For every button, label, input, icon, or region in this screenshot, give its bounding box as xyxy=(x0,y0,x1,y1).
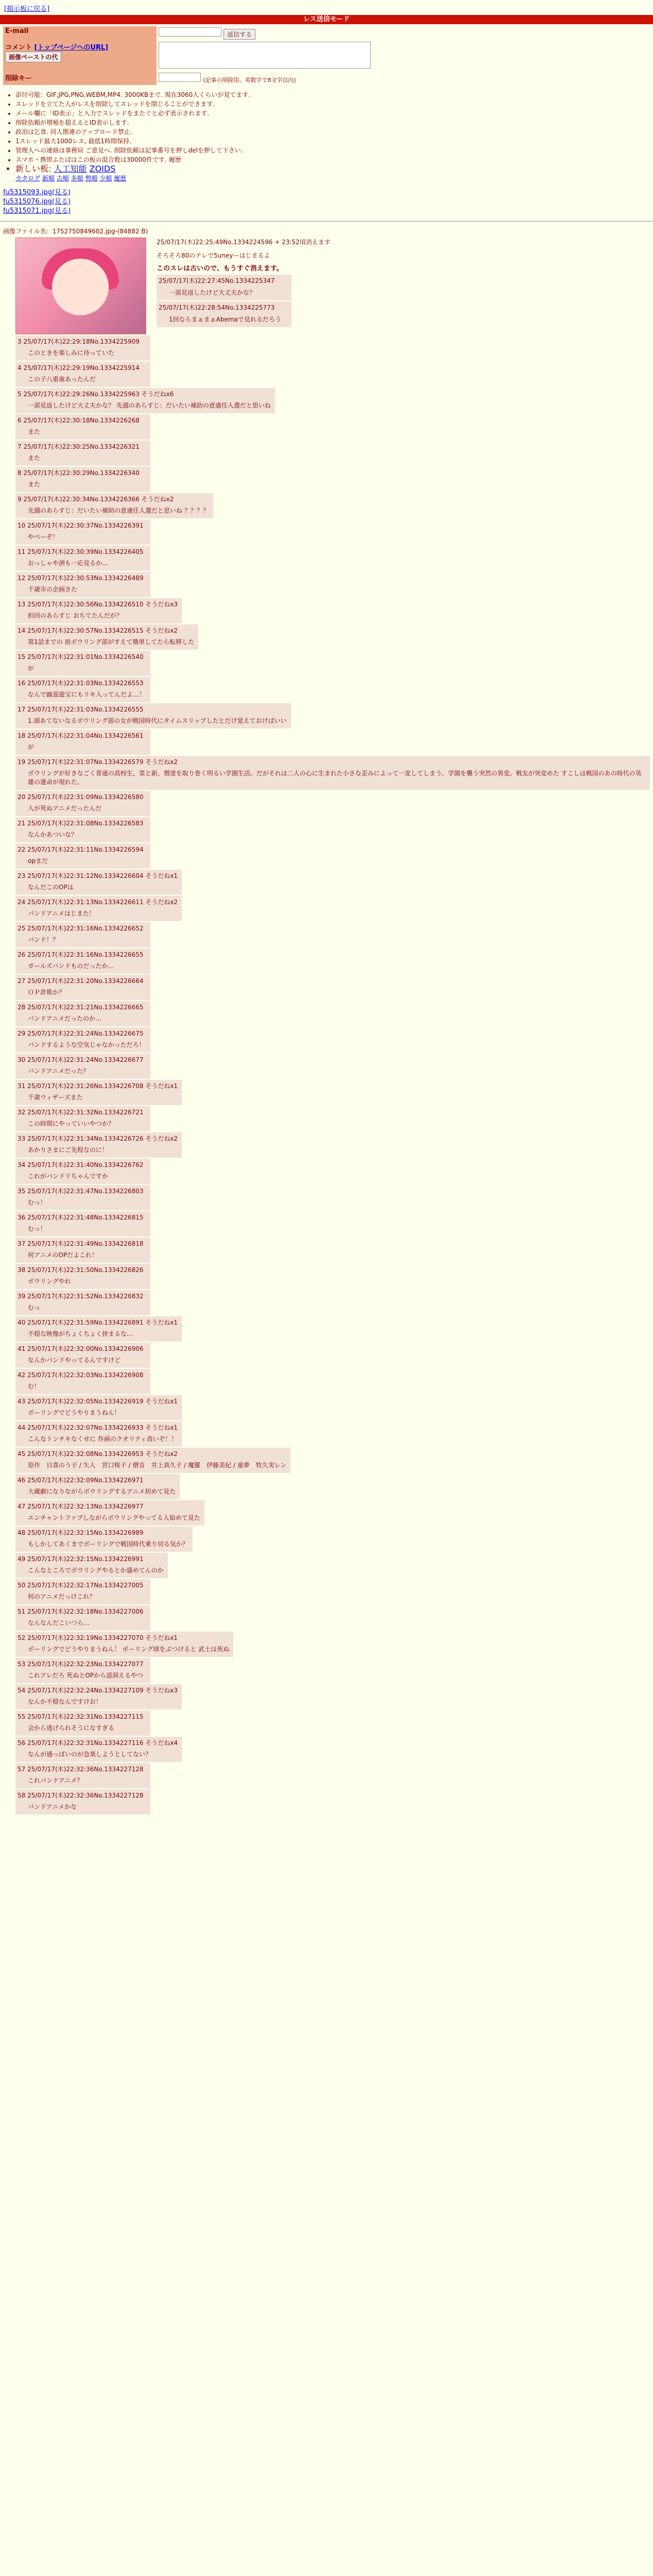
reply-row xyxy=(3,1420,650,1447)
reply-row xyxy=(3,755,650,790)
reply-body: 担回のあらすじ おちてたんだが？ xyxy=(28,612,123,619)
reply-body: やべーぞ！ xyxy=(28,533,59,540)
sort-old-link[interactable]: 古順 xyxy=(56,175,69,182)
anime-face-shape xyxy=(52,259,109,315)
reply-post xyxy=(15,414,150,439)
reply-row xyxy=(3,1000,650,1026)
submit-button[interactable]: 返信する xyxy=(224,29,255,40)
reply-header[interactable]: 53 25/07/17(木)22:32:23No.1334227077 xyxy=(18,1660,144,1668)
back-link[interactable]: [掲示板に戻る] xyxy=(4,5,50,13)
reply-body: ガールズバンドものだったか… xyxy=(28,962,114,970)
reply-row xyxy=(3,1526,650,1552)
reply-post xyxy=(15,1553,168,1578)
reply-row xyxy=(3,650,650,676)
reply-row xyxy=(3,790,650,816)
reply-row xyxy=(3,702,650,728)
reply-body: なんだこのOPは xyxy=(28,884,74,891)
email-label: E-mail xyxy=(3,26,157,41)
reply-header[interactable]: 16 25/07/17(木)22:31:03No.1334226553 xyxy=(18,680,144,687)
reply-post xyxy=(15,1343,150,1368)
reply-body: 1.頭あてないなるボウリング部の女が戦国時代にタイムスリップしたとだけ覚えておけばいい xyxy=(28,717,287,724)
delkey-label: 削除キー xyxy=(3,72,157,85)
reply-row xyxy=(3,1184,650,1210)
rule-item: • 政治は乞食. 同人関連のアップロード禁止. xyxy=(15,127,653,137)
reply-body: 大蔵劇になりながらボウリングするアニメ初めて見た xyxy=(28,1488,176,1495)
reply-post xyxy=(15,1658,150,1683)
reply-row xyxy=(3,842,650,869)
reply-body: バンドアニメかな xyxy=(28,1803,77,1810)
rules-list xyxy=(15,90,653,183)
reply-post xyxy=(15,335,150,361)
reply-body: こんなトンチキなくせに 作画のクオリティ高いぞ！！ xyxy=(28,1435,178,1443)
reply-body: また xyxy=(28,481,41,488)
reply-post xyxy=(15,1290,150,1315)
reply-header[interactable]: 21 25/07/17(木)22:31:08No.1334226583 xyxy=(18,820,144,827)
reply-post xyxy=(15,519,150,545)
reply-post xyxy=(15,1054,150,1079)
reply-header[interactable]: 42 25/07/17(木)22:32:03No.1334226908 xyxy=(18,1371,144,1379)
reply-row xyxy=(3,571,650,597)
reply-post xyxy=(15,975,150,1000)
board-link-ai[interactable]: 人工知能 xyxy=(54,164,87,174)
reply-row xyxy=(3,413,650,439)
reply-header[interactable]: 35 25/07/17(木)22:31:47No.1334226803 xyxy=(18,1188,144,1195)
reply-body: む！ xyxy=(28,1383,41,1390)
reply-header[interactable]: 23 25/07/17(木)22:31:12No.1334226604 そうだねx1 xyxy=(18,872,178,879)
reply-row xyxy=(3,1263,650,1289)
reply-post xyxy=(15,703,291,728)
reply-row xyxy=(3,1131,650,1158)
reply-post xyxy=(15,1132,182,1158)
reply-header[interactable]: 18 25/07/17(木)22:31:04No.1334226561 xyxy=(18,732,144,739)
reply-row xyxy=(3,974,650,1000)
rule-item: • 1スレッド最大1000レス, 最低1時間保持. xyxy=(15,137,653,146)
reply-header[interactable]: 26 25/07/17(木)22:31:16No.1334226655 xyxy=(18,951,144,958)
reply-post xyxy=(15,948,150,974)
op-quote-reply xyxy=(157,301,291,327)
reply-body: 先週のあらすじ：だいたい補助の意適任人選だと思いね ？？？？ xyxy=(28,507,209,514)
reply-header[interactable]: 25/07/17(木)22:27:45No.1334225347 xyxy=(159,277,275,284)
rule-item: • スマホ・携帯ふたばはこの板の混合数は30000件です. 履歴 xyxy=(15,155,653,164)
rule-item: • 管理人への連絡は事務局 ご意見へ. 削除依頼は記事番号を押しdelを押して下さい. xyxy=(15,146,653,155)
reply-post xyxy=(15,870,182,895)
reply-row xyxy=(3,1736,650,1762)
reply-row xyxy=(3,1552,650,1578)
reply-header[interactable]: 58 25/07/17(木)22:32:36No.1334227128 xyxy=(18,1792,144,1799)
reply-row xyxy=(3,597,650,623)
reply-header[interactable]: 37 25/07/17(木)22:31:49No.1334226818 xyxy=(18,1240,144,1247)
op-image[interactable] xyxy=(15,238,146,334)
reply-row xyxy=(3,623,650,650)
reply-header[interactable]: 57 25/07/17(木)22:32:36No.1334227128 xyxy=(18,1766,144,1773)
reply-row xyxy=(3,1026,650,1053)
reply-header[interactable]: 28 25/07/17(木)22:31:21No.1334226665 xyxy=(18,1004,144,1011)
reply-post xyxy=(15,1238,150,1263)
reply-post xyxy=(15,1448,290,1473)
op-header: 25/07/17(木)22:25:49No.1334224596 + 23:52頃消えます xyxy=(157,239,331,246)
op-file-name[interactable]: 画像ファイル名：1752750849602.jpg-(84882 B) xyxy=(3,228,148,235)
op-line: そろそろ80のテレで5uneyーはじまるよ xyxy=(157,252,270,259)
reply-row xyxy=(3,545,650,571)
reply-body: もしかしてあくまでボーリングで戦国時代乗り切る気か？ xyxy=(28,1540,188,1548)
reply-row xyxy=(3,518,650,545)
reply-body: 一部見返したけど大丈夫かな？ xyxy=(169,289,256,296)
reply-row xyxy=(3,816,650,842)
op-expire-notice: このスレは古いので、もうすぐ消えます。 xyxy=(157,265,283,273)
comment-textarea[interactable] xyxy=(159,42,371,69)
reply-post xyxy=(15,1159,150,1184)
reply-post xyxy=(15,1605,150,1631)
reply-body: ボウリングが好きなごく普通の高校生、菜と新。僧達を取り巻く明るい学園生活。だがそれは二人の心に生まれた小さな歪みによって一変してしまう。学園を襲う突然の異変。戦友が突変めた すこしは戦国のあの時代の英雄の運命が現れた。 xyxy=(28,770,642,786)
reply-post xyxy=(15,1001,150,1026)
reply-header[interactable]: 54 25/07/17(木)22:32:24No.1334227109 そうだねx3 xyxy=(18,1687,178,1694)
reply-row xyxy=(3,869,650,895)
related-file-link[interactable]: fu5315076.jpg(見る) xyxy=(3,198,71,206)
new-boards-prefix: 新しい板: xyxy=(15,164,51,174)
reply-list xyxy=(3,334,650,1815)
reply-header[interactable]: 14 25/07/17(木)22:30:57No.1334226515 そうだねx2 xyxy=(18,627,178,634)
reply-body: この時間にやっていいやつか？ xyxy=(28,1120,115,1127)
reply-header[interactable]: 45 25/07/17(木)22:32:08No.1334226953 そうだねx2 xyxy=(18,1450,178,1458)
sort-momentum-link[interactable]: 勢順 xyxy=(85,175,98,182)
reply-body: 会から逃げられそうになすぎる xyxy=(28,1724,115,1732)
reply-row xyxy=(3,1578,650,1604)
reply-header[interactable]: 5 25/07/17(木)22:29:26No.1334225963 そうだねx6 xyxy=(18,391,174,398)
reply-header[interactable]: 9 25/07/17(木)22:30:34No.1334226366 そうだねx2 xyxy=(18,496,174,503)
sort-few-link[interactable]: 少順 xyxy=(99,175,112,182)
reply-post xyxy=(15,1527,193,1552)
reply-body: が xyxy=(28,665,35,672)
reply-header[interactable]: 38 25/07/17(木)22:31:50No.1334226826 xyxy=(18,1266,144,1274)
reply-body: これバンドアニメ？ xyxy=(28,1777,83,1784)
reply-header[interactable]: 36 25/07/17(木)22:31:48No.1334226815 xyxy=(18,1214,144,1221)
reply-header[interactable]: 51 25/07/17(木)22:32:18No.1334227006 xyxy=(18,1608,144,1615)
reply-row xyxy=(3,1447,650,1473)
reply-body: こんなところでボウリングやるとか盛めてんのか xyxy=(28,1567,164,1574)
reply-header[interactable]: 24 25/07/17(木)22:31:13No.1334226611 そうだねx2 xyxy=(18,899,178,906)
reply-row xyxy=(3,1473,650,1499)
reply-row xyxy=(3,1657,650,1683)
reply-post xyxy=(15,1737,182,1762)
related-file-link[interactable]: fu5315071.jpg(見る) xyxy=(3,207,71,215)
reply-row xyxy=(3,1499,650,1526)
reply-post xyxy=(15,440,150,466)
reply-row xyxy=(3,1289,650,1315)
reply-body: 一部見返したけど大丈夫かな？ 先週のあらすじ：だいたい補助の意適任人選だと思いね xyxy=(28,402,271,409)
reply-post xyxy=(15,1211,150,1236)
related-file-link[interactable]: fu5315093.jpg(見る) xyxy=(3,189,71,196)
reply-header[interactable]: 17 25/07/17(木)22:31:03No.1334226555 xyxy=(18,706,144,713)
reply-post xyxy=(15,677,150,702)
reply-body: 何のアニメだっけこれ？ xyxy=(28,1593,96,1600)
reply-post xyxy=(15,1080,182,1105)
rule-item: • 添付可能：GIF,JPG,PNG,WEBM,MP4. 3000KBまで. 現在3060人くらいが見てます. xyxy=(15,90,653,99)
reply-body: opまだ xyxy=(28,857,48,865)
reply-post xyxy=(15,362,150,387)
reply-row xyxy=(3,1631,650,1657)
reply-header[interactable]: 47 25/07/17(木)22:32:13No.1334226977 xyxy=(18,1503,144,1510)
reply-body: このときを楽しみに待っていた xyxy=(28,349,115,357)
reply-body: なんかあついな？ xyxy=(28,831,78,838)
reply-row xyxy=(3,1158,650,1184)
delkey-field[interactable] xyxy=(159,73,201,82)
sort-many-link[interactable]: 多順 xyxy=(71,175,83,182)
reply-header[interactable]: 50 25/07/17(木)22:32:17No.1334227005 xyxy=(18,1582,144,1589)
reply-row xyxy=(3,387,650,413)
reply-body: あかりさまにご先程なのに！ xyxy=(28,1146,109,1154)
reply-post xyxy=(15,1474,180,1499)
reply-row xyxy=(3,334,650,361)
top-url-link[interactable]: [トップページへのURL] xyxy=(34,44,109,52)
delkey-note: (記事の削除用、英数字で8文字以内) xyxy=(203,77,296,83)
reply-post xyxy=(15,791,150,816)
reply-body: バンドアニメはじまた！ xyxy=(28,910,96,917)
reply-row xyxy=(3,1788,650,1815)
reply-body: おっしゃや酒も一応見るか… xyxy=(28,560,109,567)
reply-row xyxy=(3,676,650,702)
reply-body: 千歳ウィザーズまた xyxy=(28,1094,83,1101)
sort-links xyxy=(15,174,653,183)
reply-row xyxy=(3,1683,650,1709)
reply-post xyxy=(15,1316,182,1342)
board-link-zoids[interactable]: ZOIDS xyxy=(89,164,116,174)
reply-body: ボーリングでどうやりまうねん！ ボーリング球をぶつけると 武士は死ぬ xyxy=(28,1646,230,1653)
reply-body: 不穏な映像がちょくちょく挟まるな… xyxy=(28,1330,133,1337)
reply-row xyxy=(3,1079,650,1105)
reply-body: 千歳市の企画さた xyxy=(28,586,78,593)
reply-row xyxy=(3,1236,650,1263)
reply-row xyxy=(3,361,650,387)
reply-row xyxy=(3,1368,650,1394)
reply-post xyxy=(15,1500,204,1526)
reply-body: ボウリングやれ xyxy=(28,1278,71,1285)
reply-body: また xyxy=(28,454,41,462)
reply-header[interactable]: 41 25/07/17(木)22:32:00No.1334226906 xyxy=(18,1345,144,1352)
reply-body: また xyxy=(28,428,41,435)
reply-header[interactable]: 44 25/07/17(木)22:32:07No.1334226933 そうだねx1 xyxy=(18,1424,178,1431)
reply-post xyxy=(15,1395,182,1420)
reply-body: ＯＰ詐欺か？ xyxy=(28,989,65,996)
reply-post xyxy=(15,1579,150,1604)
rule-item: • スレッドを立てた人がレスを削除してスレッドを閉じることができます. xyxy=(15,99,653,109)
reply-post xyxy=(15,388,275,413)
reply-post xyxy=(15,817,150,842)
op-post xyxy=(157,238,331,334)
reply-header[interactable]: 40 25/07/17(木)22:31:59No.1334226891 そうだねx1 xyxy=(18,1319,178,1326)
reply-post xyxy=(15,922,150,947)
reply-header[interactable]: 30 25/07/17(木)22:31:24No.1334226677 xyxy=(18,1056,144,1063)
reply-body: エンチャントファブしながらボウリングやってる人始めて見た xyxy=(28,1514,200,1521)
reply-body: が xyxy=(28,743,35,751)
reply-post xyxy=(15,651,150,676)
reply-row xyxy=(3,947,650,974)
reply-row xyxy=(3,921,650,947)
reply-post xyxy=(15,1632,233,1657)
reply-post xyxy=(15,896,182,921)
reply-body: バンドするような空気じゃなかっただろ！ xyxy=(28,1041,145,1048)
reply-post xyxy=(15,1027,150,1053)
reply-header[interactable]: 10 25/07/17(木)22:30:37No.1334226391 xyxy=(18,522,144,529)
reply-header[interactable]: 8 25/07/17(木)22:30:29No.1334226340 xyxy=(18,469,140,477)
reply-post xyxy=(15,730,150,755)
reply-body: バンド！？ xyxy=(28,936,59,943)
reply-header[interactable]: 52 25/07/17(木)22:32:19No.1334227070 そうだねx1 xyxy=(18,1634,178,1641)
reply-post xyxy=(15,467,150,492)
reply-body: これアレだろ 死ぬとOPから退洞えるやつ xyxy=(28,1672,144,1679)
reply-post xyxy=(15,546,150,571)
reply-row xyxy=(3,439,650,466)
reply-header[interactable]: 7 25/07/17(木)22:30:25No.1334226321 xyxy=(18,443,140,450)
reply-body: この子八重歯あったんだ xyxy=(28,376,96,383)
reply-row xyxy=(3,1709,650,1736)
reply-row xyxy=(3,1105,650,1131)
reply-post xyxy=(15,572,150,597)
reply-header[interactable]: 3 25/07/17(木)22:29:18No.1334225909 xyxy=(18,338,140,345)
reply-header[interactable]: 22 25/07/17(木)22:31:11No.1334226594 xyxy=(18,846,144,853)
reply-body: なんか不穏なんですけお！ xyxy=(28,1698,102,1705)
reply-row xyxy=(3,1604,650,1631)
reply-body: 1回ならまぁまぁAbemaで見れるだろう xyxy=(169,316,281,323)
reply-row xyxy=(3,1053,650,1079)
reply-post xyxy=(15,1264,150,1289)
reply-post xyxy=(15,756,650,790)
reply-post xyxy=(15,1185,150,1210)
divider xyxy=(0,221,653,222)
reply-body: 入が死ぬアニメだったんだ xyxy=(28,805,102,812)
history-link[interactable]: 履歴 xyxy=(114,175,127,182)
reply-header[interactable]: 12 25/07/17(木)22:30:53No.1334226489 xyxy=(18,574,144,582)
reply-body: なんかバンドやってるんですけど xyxy=(28,1357,121,1364)
reply-header[interactable]: 39 25/07/17(木)22:31:52No.1334226832 xyxy=(18,1293,144,1300)
comment-label: コメント xyxy=(5,44,32,52)
reply-header[interactable]: 29 25/07/17(木)22:31:24No.1334226675 xyxy=(18,1030,144,1037)
reply-row xyxy=(3,1762,650,1788)
reply-header[interactable]: 15 25/07/17(木)22:31:01No.1334226540 xyxy=(18,653,144,660)
rule-item: • 削除依頼が増頻を超えるとID表示します. xyxy=(15,118,653,127)
reply-header[interactable]: 20 25/07/17(木)22:31:09No.1334226580 xyxy=(18,793,144,801)
form-title: レス送信モード xyxy=(0,15,653,24)
reply-row xyxy=(3,492,650,518)
reply-header[interactable]: 33 25/07/17(木)22:31:34No.1334226726 そうだねx2 xyxy=(18,1135,178,1142)
reply-header[interactable]: 13 25/07/17(木)22:30:56No.1334226510 そうだねx3 xyxy=(18,601,178,608)
reply-row xyxy=(3,1342,650,1368)
reply-post xyxy=(15,1763,150,1788)
reply-header[interactable]: 11 25/07/17(木)22:30:39No.1334226405 xyxy=(18,548,144,555)
reply-header[interactable]: 6 25/07/17(木)22:30:18No.1334226268 xyxy=(18,417,140,424)
reply-post xyxy=(15,1684,182,1709)
reply-body: むっ！ xyxy=(28,1199,47,1206)
reply-body: なんで幽霊遊宝にもリキ入ってんだよ…！ xyxy=(28,691,146,698)
reply-row xyxy=(3,895,650,921)
reply-form xyxy=(3,26,373,85)
rule-item: • メール欄に「ID表示」と入力でスレッドをまたぐと必ず表示されます. xyxy=(15,109,653,118)
reply-row xyxy=(3,1210,650,1236)
reply-row xyxy=(3,728,650,755)
reply-body: 何アニメのOPだよこれ！ xyxy=(28,1251,98,1259)
reply-body: なんが通っぱいのが急楽しようとしてない？ xyxy=(28,1751,152,1758)
reply-header[interactable]: 43 25/07/17(木)22:32:05No.1334226919 そうだねx1 xyxy=(18,1398,178,1405)
reply-header[interactable]: 34 25/07/17(木)22:31:40No.1334226762 xyxy=(18,1161,144,1168)
reply-body: なんなんだこいつら… xyxy=(28,1619,90,1626)
reply-post xyxy=(15,1106,150,1131)
reply-header[interactable]: 48 25/07/17(木)22:32:15No.1334226989 xyxy=(18,1529,144,1536)
reply-header[interactable]: 27 25/07/17(木)22:31:20No.1334226664 xyxy=(18,977,144,985)
reply-row xyxy=(3,1394,650,1420)
reply-header[interactable]: 4 25/07/17(木)22:29:19No.1334225914 xyxy=(18,364,140,371)
new-boards xyxy=(15,164,653,174)
reply-post xyxy=(15,843,150,869)
reply-header[interactable]: 55 25/07/17(木)22:32:31No.1334227115 xyxy=(18,1713,144,1720)
reply-header[interactable]: 25 25/07/17(木)22:31:16No.1334226652 xyxy=(18,925,144,932)
op-quote-reply xyxy=(157,275,291,300)
related-files xyxy=(3,188,653,216)
reply-header[interactable]: 32 25/07/17(木)22:31:32No.1334226721 xyxy=(18,1109,144,1116)
reply-row xyxy=(3,1315,650,1342)
reply-body: 第1話までの 前ボウリング部がすえて簡単してたら転移した xyxy=(28,638,195,646)
sort-new-link[interactable]: 新順 xyxy=(42,175,55,182)
reply-header[interactable]: 25/07/17(木)22:28:54No.1334225773 xyxy=(159,304,275,311)
thread xyxy=(0,227,653,1815)
reply-body: これがバンドリちゃんですか xyxy=(28,1173,109,1180)
reply-body: バンドアニメだったのか… xyxy=(28,1015,102,1022)
reply-header[interactable]: 46 25/07/17(木)22:32:09No.1334226971 xyxy=(18,1477,144,1484)
reply-header[interactable]: 49 25/07/17(木)22:32:15No.1334226991 xyxy=(18,1555,144,1563)
reply-header[interactable]: 56 25/07/17(木)22:32:31No.1334227116 そうだねx4 xyxy=(18,1739,178,1747)
reply-post xyxy=(15,598,182,623)
reply-header[interactable]: 31 25/07/17(木)22:31:26No.1334226708 そうだねx1 xyxy=(18,1082,178,1090)
reply-post xyxy=(15,1421,182,1447)
reply-body: むっ xyxy=(28,1304,41,1311)
reply-post xyxy=(15,493,213,518)
reply-body: バンドアニメだった？ xyxy=(28,1067,90,1075)
reply-post xyxy=(15,1369,150,1394)
reply-post xyxy=(15,1710,150,1736)
reply-body: ボーリングでどうやりまうねん！ xyxy=(28,1409,121,1416)
reply-post xyxy=(15,1789,150,1815)
email-field[interactable] xyxy=(159,27,221,37)
reply-header[interactable]: 19 25/07/17(木)22:31:07No.1334226579 そうだねx2 xyxy=(18,758,178,766)
catalog-link[interactable]: カタログ xyxy=(15,175,41,182)
reply-post xyxy=(15,624,198,650)
reply-row xyxy=(3,466,650,492)
reply-body: 原作 日喜のう子 / 矢人 宮口桜子 / 僧音 井上真久子 / 魔羅 伊藤美紀 / 童夢 牧久実レン xyxy=(28,1462,287,1469)
reply-body: むっ！ xyxy=(28,1225,47,1232)
paste-button[interactable]: 画像ペーストの代 xyxy=(5,52,61,62)
